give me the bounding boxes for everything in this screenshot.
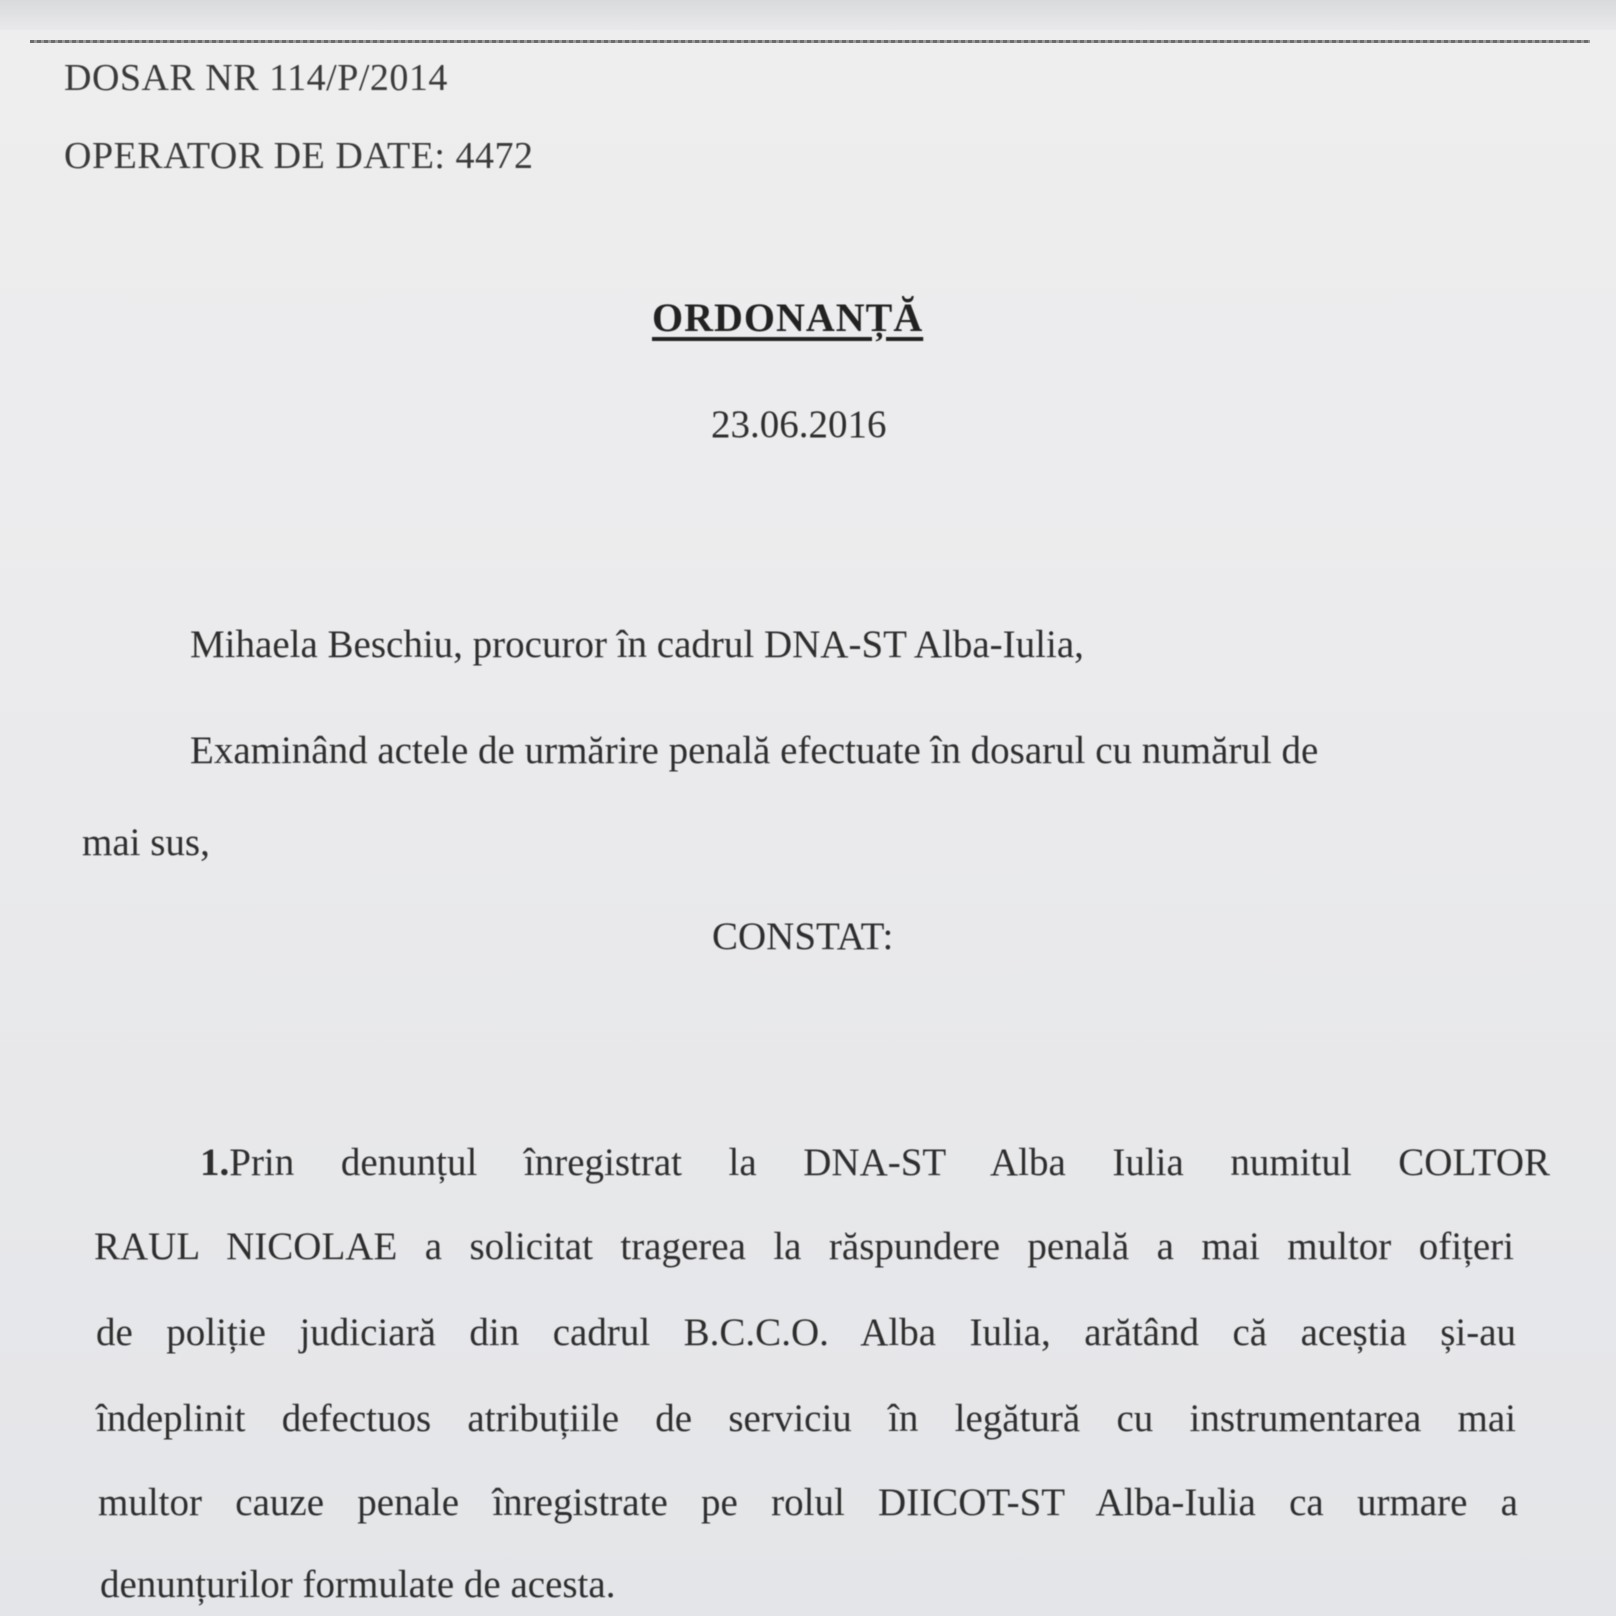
paragraph-1-line-2: RAUL NICOLAE a solicitat tragerea la răspundere penală a mai multor ofițeri (94, 1225, 1514, 1268)
paragraph-number: 1. (200, 1141, 230, 1184)
constat-heading: CONSTAT: (712, 915, 894, 958)
page-top-edge (0, 0, 1616, 30)
paragraph-1-line-5: multor cauze penale înregistrate pe rolul DIICOT-ST Alba-Iulia ca urmare a (98, 1481, 1518, 1524)
document-date: 23.06.2016 (711, 403, 887, 446)
operator-line: OPERATOR DE DATE: 4472 (64, 135, 534, 177)
document-title: ORDONANȚĂ (652, 295, 924, 340)
case-number: DOSAR NR 114/P/2014 (64, 57, 448, 99)
paragraph-1-line-1-text: Prin denunțul înregistrat la DNA-ST Alba Iulia numitul COLTOR (229, 1141, 1550, 1184)
examining-line-1: Examinând actele de urmărire penală efectuate în dosarul cu numărul de (190, 729, 1319, 772)
examining-line-2: mai sus, (82, 821, 210, 864)
paragraph-1-line-6: denunțurilor formulate de acesta. (100, 1563, 616, 1606)
prosecutor-line: Mihaela Beschiu, procuror în cadrul DNA-ST Alba-Iulia, (190, 623, 1084, 666)
paragraph-1-line-4: îndeplinit defectuos atribuțiile de serviciu în legătură cu instrumentarea mai (96, 1397, 1516, 1440)
paragraph-1-line-3: de poliție judiciară din cadrul B.C.C.O. Alba Iulia, arătând că aceștia și-au (96, 1311, 1516, 1354)
paragraph-1-line-1 (200, 1140, 1550, 1185)
top-dashed-rule (30, 40, 1590, 43)
